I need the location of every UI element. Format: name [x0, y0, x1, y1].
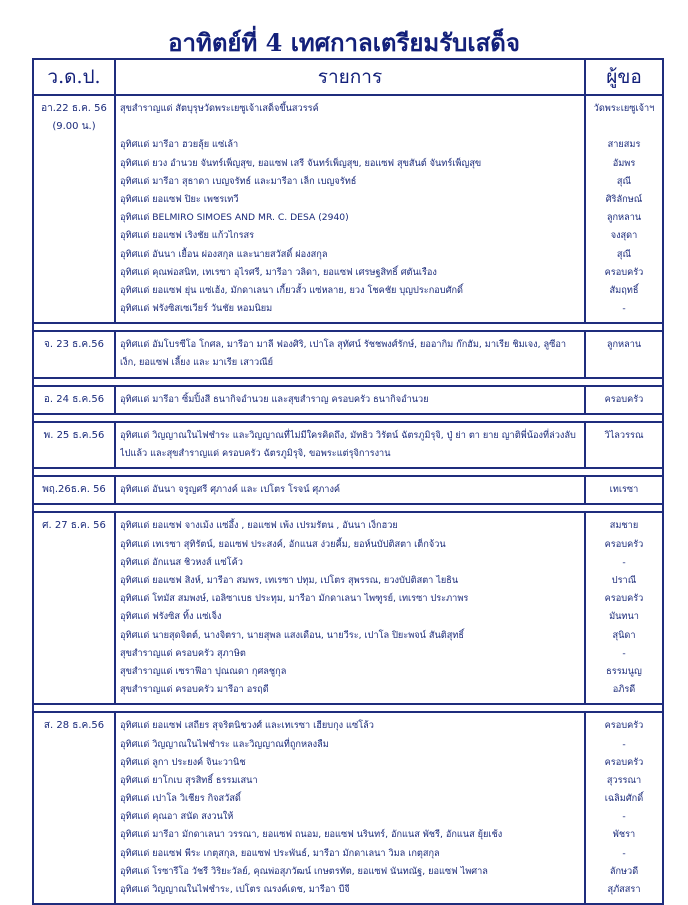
day-requester-cell — [585, 712, 663, 904]
intention-text: อุทิศแด่ มารีอา มักดาเลนา วรรณา, ยอแซฟ ถนอม, ยอแซฟ นรินทร์, อักแนส พัชรี, อักแนส ยุ้ยเช้ง — [120, 829, 503, 841]
day-items-cell — [115, 95, 585, 323]
requester-name: สุณี — [616, 175, 632, 187]
requester-name: ครอบครัว — [604, 538, 644, 550]
day-date: จ. 23 ธ.ค.56 — [44, 339, 104, 351]
intention-text: สุขสำราญแด่ ครอบครัว สุภาษิต — [120, 647, 246, 659]
requester-name: ลักษวดี — [609, 865, 639, 877]
separator-cell — [33, 323, 663, 331]
intention-text: อุทิศแด่ คุณอา สนัด สงวนให้ — [120, 811, 234, 823]
day-date: ส. 28 ธ.ค.56 — [43, 720, 105, 732]
intention-text: อุทิศแด่ อันนา เยื้อน ผ่องสกุล และนายสวัสดิ์ ผ่องสกุล — [120, 248, 328, 260]
requester-name: ครอบครัว — [604, 756, 644, 768]
requester-name: สัมฤทธิ์ — [609, 284, 639, 296]
intention-text: อุทิศแด่ คุณพ่อสนิท, เทเรซา อุไรศรี, มารีอา วลิดา, ยอแซฟ เศรษฐสิทธิ์ ศตันเรือง — [120, 266, 437, 278]
day-date: พฤ.26ธ.ค. 56 — [42, 484, 106, 496]
day-items-cell — [115, 512, 585, 704]
intention-text: สุขสำราญแด่ ครอบครัว มารีอา อรฤดี — [120, 684, 269, 696]
intention-text: อุทิศแด่ โรซารีโอ วัชรี วิริยะวัลย์, คุณพ่อสุภวัฒน์ เกษตรทัต, ยอแซฟ นันทณัฐ, ยอแซฟ ไพศาล — [120, 865, 488, 877]
separator-cell — [33, 378, 663, 386]
intention-text: สุขสำราญแด่ เซราฟีอา ปุณณดา กุศลชูกุล — [120, 665, 287, 677]
intention-text: อุทิศแด่ วิญญาณในไฟชำระ และวิญญาณที่ถูกหลงลืม — [120, 738, 329, 750]
intention-text: อุทิศแด่ ยอแซฟ ยุ่น แซ่เฮ้ง, มักดาเลนา เกี้ยวสั้ว แซ่หลาย, ยวง โชคชัย บุญประกอบศักดิ์ — [120, 284, 463, 296]
requester-name: สุนิดา — [612, 629, 636, 641]
intention-text: สุขสำราญแด่ สัตบุรุษวัดพระเยซูเจ้าเสด็จขึ้นสวรรค์ — [120, 103, 319, 114]
day-items-cell — [115, 712, 585, 904]
requester-name: วิไลวรรณ — [604, 429, 644, 441]
intention-text — [120, 118, 581, 136]
intention-text: อุทิศแด่ ยอแซฟ จางเม้ง แซ่อึ้ง , ยอแซฟ เพ้ง เปรมรัตน , อันนา เง็กฮวย — [120, 520, 398, 532]
day-requester-cell — [585, 512, 663, 704]
day-requester-cell — [585, 422, 663, 468]
intention-text: อุทิศแด่ อัมโบรซีโอ โกศล, มารีอา มาลี ฟองศิริ, เปาโล สุทัศน์ รัชชพงศ์รักษ์, ยออากิม ก๊กฮัม, มาเรีย ชิมเจง, ลูซีอา เง็ก, ยอแซฟ เลี้ยง และ มาเรีย เสาวณีย์ — [120, 339, 567, 369]
day-separator — [33, 378, 663, 386]
intention-text: อุทิศแด่ โทมัส สมพงษ์, เอลิซาเบธ ประทุม, มารีอา มักดาเลนา ไพฑูรย์, เทเรซา ประภาพร — [120, 593, 469, 605]
requester-name: สายสมร — [607, 139, 641, 151]
day-separator — [33, 504, 663, 512]
intention-text: อุทิศแด่ เปาโล วิเชียร กิจสวัสดิ์ — [120, 793, 241, 805]
intention-text: อุทิศแด่ วิญญาณในไฟชำระ และวิญญาณที่ไม่มีใครคิดถึง, มัทธิว วิรัตน์ ฉัตรภูมิรุจิ, ปู่ ย่า ตา ยาย ญาติพี่น้องที่ล่วงลับไปแล้ว และสุขสำราญแด่ ครอบครัว ฉัตรภูมิรุจิ, ขอพระแต่รุจิการงาน — [120, 429, 576, 460]
separator-cell — [33, 504, 663, 512]
requester-name: ปราณี — [611, 575, 637, 586]
day-date-cell — [33, 386, 115, 414]
page-title: อาทิตย์ที่ 4 เทศกาลเตรียมรับเสด็จ — [168, 28, 520, 57]
day-requester-cell — [585, 386, 663, 414]
intention-text: อุทิศแด่ ยอแซฟ เริงชัย แก้วไกรสร — [120, 230, 255, 242]
day-date-cell — [33, 422, 115, 468]
intention-text: อุทิศแด่ ยอแซฟ เสถียร สุจริตนิชวงศ์ และเทเรซา เฮียบกุง แซ่โล้ว — [120, 720, 374, 732]
day-row — [33, 386, 663, 414]
day-date: อา.22 ธ.ค. 56 — [41, 103, 107, 114]
intention-text: อุทิศแด่ ยอแซฟ ปิยะ เพชรเทวี — [120, 193, 239, 205]
day-date-cell — [33, 512, 115, 704]
intention-text: อุทิศแด่ BELMIRO SIMOES AND MR. C. DESA (2940) — [120, 212, 349, 224]
requester-name: สุภัสสรา — [607, 884, 641, 895]
day-separator — [33, 468, 663, 476]
day-row — [33, 331, 663, 377]
day-row — [33, 712, 663, 904]
separator-cell — [33, 414, 663, 422]
requester-name: พัชรา — [612, 829, 636, 841]
requester-name: - — [622, 647, 626, 659]
mass-intention-table — [32, 58, 664, 905]
requester-name: ครอบครัว — [604, 593, 644, 605]
requester-name: - — [622, 811, 626, 823]
header-date: ว.ด.ป. — [33, 59, 115, 95]
intention-text: อุทิศแด่ ยอแซฟ สิงห์, มารีอา สมพร, เทเรซา ปทุม, เปโตร สุพรรณ, ยวงบัปติสตา ไยธิน — [120, 575, 459, 586]
day-date: อ. 24 ธ.ค.56 — [43, 393, 105, 405]
day-separator — [33, 323, 663, 331]
day-items-cell — [115, 386, 585, 414]
requester-name: มันทนา — [609, 611, 639, 623]
intention-text: อุทิศแด่ มารีอา ซิ้มปิ้งสี ธนากิจอำนวย และสุขสำราญ ครอบครัว ธนากิจอำนวย — [120, 393, 429, 405]
day-date-cell — [33, 712, 115, 904]
day-items-cell — [115, 331, 585, 377]
requester-name: สมชาย — [609, 520, 639, 532]
day-date-cell — [33, 95, 115, 323]
day-date: ศ. 27 ธ.ค. 56 — [42, 520, 106, 532]
intention-text: อุทิศแด่ ยวง อำนวย จันทร์เพ็ญสุข, ยอแซฟ เสรี จันทร์เพ็ญสุข, ยอแซฟ สุขสันต์ จันทร์เพ็ญสุข — [120, 157, 482, 169]
day-separator — [33, 414, 663, 422]
intention-text: อุทิศแด่ อันนา จรูญศรี ศุภางค์ และ เปโตร โรจน์ ศุภางค์ — [120, 484, 341, 496]
requester-name: อัมพร — [612, 157, 636, 169]
requester-name: จงสุดา — [610, 230, 638, 242]
intention-text: อุทิศแด่ ลูกา ประยงค์ จินะวานิช — [120, 756, 246, 768]
requester-name: อภิรดี — [612, 684, 636, 696]
intention-text: อุทิศแด่ มารีอา ฮวยลุ้ย แซ่เล้า — [120, 139, 239, 151]
day-requester-cell — [585, 331, 663, 377]
requester-name: ศิริลักษณ์ — [605, 193, 643, 205]
requester-name: ครอบครัว — [604, 393, 644, 405]
requester-name: ธรรมนูญ — [606, 665, 642, 677]
day-requester-cell — [585, 95, 663, 323]
day-row — [33, 476, 663, 504]
day-time: (9.00 น.) — [52, 121, 96, 132]
requester-name: - — [622, 738, 626, 750]
day-date-cell — [33, 331, 115, 377]
header-requester: ผู้ขอ — [585, 59, 663, 95]
header-items: รายการ — [115, 59, 585, 95]
requester-name: - — [622, 303, 626, 315]
day-row — [33, 422, 663, 468]
requester-name: วัดพระเยซูเจ้าฯ — [593, 103, 655, 114]
day-date-cell — [33, 476, 115, 504]
requester-name: - — [622, 556, 626, 568]
requester-name — [588, 118, 660, 136]
day-separator — [33, 704, 663, 712]
requester-name: สุวรรณา — [606, 774, 642, 786]
requester-name: ลูกหลาน — [606, 212, 642, 224]
day-requester-cell — [585, 476, 663, 504]
requester-name: ครอบครัว — [604, 720, 644, 732]
day-items-cell — [115, 422, 585, 468]
requester-name: - — [622, 847, 626, 859]
day-row — [33, 95, 663, 323]
intention-text: อุทิศแด่ อักแนส ชิวหงส์ แซ่โค้ว — [120, 556, 243, 568]
intention-text: อุทิศแด่ นายสุดจิตต์, นางจิตรา, นายสุพล แสงเดือน, นายวีระ, เปาโล ปิยะพจน์ สันติสุทธิ์ — [120, 629, 465, 641]
day-items-cell — [115, 476, 585, 504]
intention-text: อุทิศแด่ เทเรซา สุทิรัตน์, ยอแซฟ ประสงค์, อักแนส ง่วยคี้ม, ยอห์นบัปติสตา เต็กจ้วน — [120, 538, 446, 550]
requester-name: เฉลิมศักดิ์ — [604, 793, 644, 805]
separator-cell — [33, 468, 663, 476]
intention-text: อุทิศแด่ ฟรังซิสเซเวียร์ วันชัย หอมนิยม — [120, 303, 273, 315]
requester-name: ลูกหลาน — [606, 339, 642, 351]
requester-name: เทเรซา — [609, 484, 639, 496]
intention-text: อุทิศแด่ ฟรังซิส ทิ้ง แซ่เจ็ง — [120, 611, 222, 623]
intention-text: อุทิศแด่ มารีอา สุธาดา เบญจรัทธ์ และมารีอา เล็ก เบญจรัทธ์ — [120, 175, 357, 187]
day-row — [33, 512, 663, 704]
day-date: พ. 25 ธ.ค.56 — [43, 429, 105, 441]
separator-cell — [33, 704, 663, 712]
intention-text: อุทิศแด่ วิญญาณในไฟชำระ, เปโตร ณรงค์เดช, มารีอา บีจี — [120, 884, 350, 895]
requester-name: สุณี — [616, 248, 632, 260]
requester-name: ครอบครัว — [604, 266, 644, 278]
intention-text: อุทิศแด่ ยาโกเบ สุรสิทธิ์ ธรรมเสนา — [120, 774, 258, 786]
table-header-row — [33, 59, 663, 95]
intention-text: อุทิศแด่ ยอแซฟ พีระ เกตุสกุล, ยอแซฟ ประพันธ์, มารีอา มักดาเลนา วิมล เกตุสกุล — [120, 847, 440, 859]
